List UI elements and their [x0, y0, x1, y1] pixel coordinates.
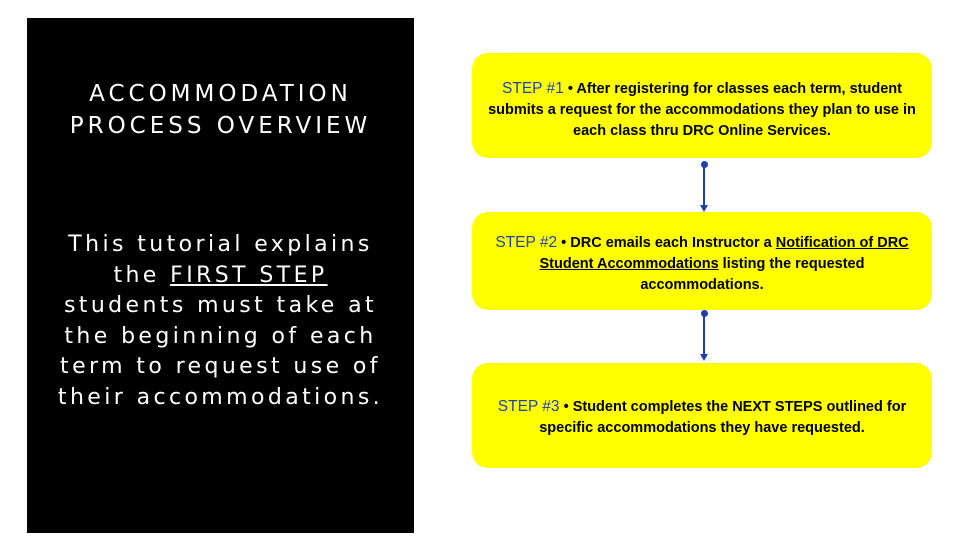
bullet-icon: • — [561, 235, 567, 251]
connector-arrow-2 — [703, 313, 705, 359]
step-2-notification-title: Notification of DRC Student Accommodations — [539, 235, 909, 272]
step-1-text: After registering for classes each term, student submits a request for the accommodations they plan to use in each class thru DRC Online Services. — [488, 81, 916, 139]
step-1-label: STEP #1 — [502, 80, 564, 97]
desc-first-step: FIRST STEP — [170, 262, 328, 288]
slide-title — [27, 78, 414, 142]
connector-arrow-1 — [703, 164, 705, 210]
arrow-down-icon — [700, 354, 708, 361]
desc-rest: students must take at the beginning of each term to request use of their accommodations. — [57, 293, 384, 410]
title-line-1: ACCOMMODATION — [89, 81, 352, 107]
step-2-box — [472, 212, 932, 310]
step-1-box — [472, 53, 932, 158]
bullet-icon: • — [567, 81, 573, 97]
tutorial-description — [47, 230, 394, 413]
step-3-text: Student completes the NEXT STEPS outlined for specific accommodations they have requested. — [539, 399, 907, 436]
step-2-text-rest: listing the requested accommodations. — [640, 256, 865, 293]
step-2-text-intro: DRC emails each Instructor a — [570, 235, 776, 251]
step-2-label: STEP #2 — [495, 234, 558, 251]
desc-intro: This tutorial explains the — [68, 232, 373, 288]
title-line-2: PROCESS OVERVIEW — [69, 113, 372, 139]
arrow-down-icon — [700, 205, 708, 212]
title-panel — [27, 18, 414, 533]
step-3-label: STEP #3 — [497, 398, 560, 415]
step-3-box — [472, 363, 932, 468]
connector-dot-icon — [701, 161, 708, 168]
connector-dot-icon — [701, 310, 708, 317]
bullet-icon: • — [563, 399, 569, 415]
